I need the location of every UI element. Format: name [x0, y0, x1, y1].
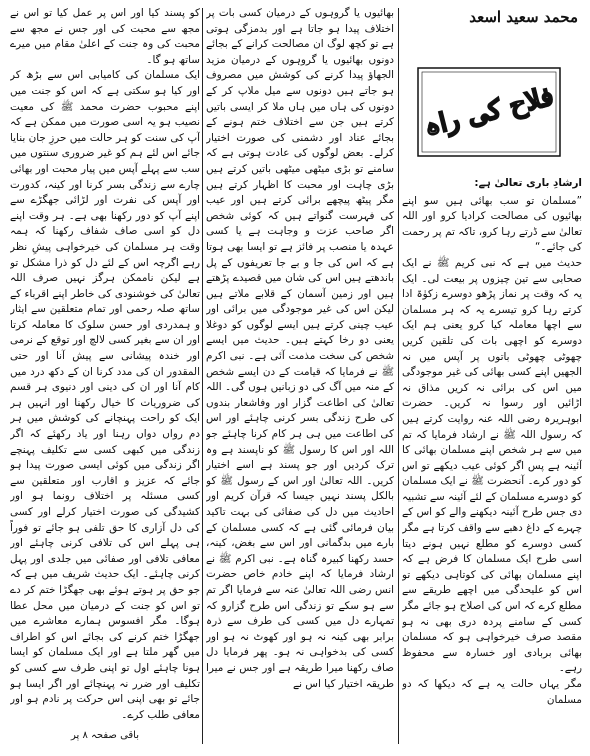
continued-note: باقی صفحہ ۸ پر	[70, 730, 140, 741]
article-title: فلاح کی راہ	[421, 81, 557, 143]
column-left	[10, 6, 200, 746]
quote-heading: ارشادِ باری تعالیٰ ہے:	[474, 177, 582, 189]
column-divider	[202, 8, 203, 744]
column-right	[402, 176, 582, 748]
paragraph: بھائیوں یا گروہوں کے درمیان کسی بات پر اختلاف پیدا ہو جاتا ہے اور بدمزگی ہوتی ہے تو کچھ لوگ ان مصالحت کرانے کے بجائے دونوں بھائیوں یا گروہوں کے درمیان مزید الجھاؤ پیدا کرنے کی کوشش میں مصروف ہو جاتے ہیں دونوں سے میل ملاپ کر کے دونوں کی ہاں میں ہاں ملا کر ایسی باتیں کرتے ہیں جن سے اختلاف ختم ہونے کے بجائے عناد اور دشمنی کی صورت اختیار کرلے۔ بعض لوگوں کی عادت ہوتی ہے کہ سامنے تو بڑی میٹھی میٹھی باتیں کرتے ہیں بڑی چاہت اور محبت کا اظہار کرتے ہیں مگر پیٹھ پیچھے برائی کرتے ہیں اور عیب کی فہرست گنواتے ہیں کہ کوئی شخص اگر صاحب عزت و وجاہت ہے یا کسی عہدہ یا منصب پر فائز ہے تو ایسا بھی ہوتا ہے کہ اس کی جا و بے جا تعریفوں کے پل باندھتے ہیں اس کی شان میں قصیدے پڑھتے ہیں اور زمین آسمان کے قلابے ملاتے ہیں لیکن اس کی غیر موجودگی میں برائی اور عیب چینی کرتے ہیں ایسے لوگوں کو دوغلا یعنی دو رخا کہتے ہیں۔ حدیث میں ایسے شخص کی سخت مذمت آئی ہے۔ نبی اکرم ﷺ نے فرمایا کہ قیامت کے دن ایسے شخص کے منہ میں آگ کی دو زبانیں ہوں گی۔ اللہ تعالیٰ کی اطاعت گزار اور وفاشعار بندوں کی طرح زندگی بسر کرنی چاہئے اور اس کی اطاعت میں ہی ہر کام کرنا چاہئے جو اللہ اور اس کا رسول ﷺ کو ناپسند ہے وہ ترک کردیں اور جو پسند ہے اسے اختیار کریں۔ اللہ تعالیٰ اور اس کے رسول ﷺ کو بالکل پسند نہیں جیسا کہ قرآن کریم اور احادیث میں دل کی صفائی کی بہت تاکید بیان فرمائی گئی ہے کہ کسی مسلمان کے بارے میں بدگمانی اور اس سے بغض، کینہ، حسد رکھنا کبیرہ گناہ ہے۔ نبی اکرم ﷺ نے ارشاد فرمایا کہ اپنے خادم خاص حضرت انس رضی اللہ تعالیٰ عنہ سے فرمایا اگر تم سے ہو سکے تو زندگی اس طرح گزارو کہ تمہارے دل میں کسی کی طرف سے ذرہ برابر بھی کینہ نہ ہو اور کھوٹ نہ ہو اور کسی کی بدخواہی نہ ہو۔ پھر فرمایا دل صاف رکھنا میرا طریقہ ہے اور جس نے میرا طریقہ اختیار کیا اس نے	[206, 7, 394, 690]
paragraph: حدیث میں ہے کہ نبی کریم ﷺ نے ایک صحابی سے تین چیزوں پر بیعت لی۔ ایک یہ کہ وقت پر نماز پڑھو دوسرے زکوٰۃ ادا کرتے رہا کرو تیسرے یہ کہ ہر مسلمان سے اچھا معاملہ کیا کرو یعنی ہم ایک دوسرے کو اچھی بات کی تلقین کریں چھوٹی چھوٹی باتوں پر آپس میں نہ الجھیں اپنے کسی بھائی کی غیر موجودگی میں اس کی برائی نہ کریں مذاق نہ اڑائیں اور رسوا نہ کریں۔ حضرت ابوہریرہ رضی اللہ عنہ روایت کرتے ہیں کہ رسول اللہ ﷺ نے ارشاد فرمایا کہ تم میں سے ہر شخص اپنے مسلمان بھائی کا آئینہ ہے پس اگر کوئی عیب دیکھے تو اس کو دور کرے۔ آنحضرت ﷺ نے ایک مسلمان کو دوسرے مسلمان کے لئے آئینہ سے تشبیہ دی جس طرح آئینہ دیکھنے والے کو اس کے چہرے کے داغ دھبے سے واقف کرتا ہے مگر کسی دوسرے کو مطلع نہیں ہونے دیتا اسی طرح ایک مسلمان کا فرض ہے کہ اپنے مسلمان بھائی کی کوتاہی دیکھے تو اس کو علیحدگی میں اچھے طریقے سے مطلع کرے کہ اس کی اصلاح ہو جائے مگر کسی کے سامنے پردہ دری بھی نہ ہو مقصد صرف خیرخواہی ہو کہ مسلمان بھائی بربادی اور خسارہ سے محفوظ رہے۔	[402, 256, 582, 675]
author-name: محمد سعید اسعد	[469, 8, 578, 26]
paragraph: مگر یہاں حالت یہ ہے کہ دیکھا کہ دو مسلمان	[402, 678, 582, 706]
paragraph: ”مسلمان تو سب بھائی ہیں سو اپنے بھائیوں کی مصالحت کرادیا کرو اور اللہ تعالیٰ سے ڈرتے رہا کرو، تاکہ تم پر رحمت کی جائے۔“	[402, 194, 582, 254]
column-divider	[398, 8, 399, 744]
column-middle	[206, 6, 394, 746]
paragraph: ایک مسلمان کی کامیابی اس سے بڑھ کر اور کیا ہو سکتی ہے کہ اس کو جنت میں اپنے محبوب حضرت محمد ﷺ کی معیت نصیب ہو یہ اسی صورت میں ممکن ہے کہ آپ کی سنت کو ہر حالت میں حرزِ جان بنایا جائے اس لئے ہم کو غیر ضروری سنتوں میں سب سے پہلے آپس میں پیار محبت اور بھائی چارے سے زندگی بسر کرنا اور کینہ، کدورت اور آپس کی نفرت اور لڑائی جھگڑے سے اپنے آپ کو دور رکھنا بھی ہے۔ ہر وقت اپنے دل کو اسی صاف شفاف رکھنا کہ ہمہ وقت ہر مسلمان کی خیرخواہی پیشِ نظر رہے اگرچہ اس کے لئے دل کو ذرا مشکل تو ہے لیکن ناممکن ہرگز نہیں صرف اللہ تعالیٰ کی خوشنودی کی خاطر اپنے اقرباء کے ساتھ صلہ رحمی اور تمام متعلقین سے ایثار و ہمدردی اور حسن سلوک کا معاملہ کرتا اور ان سے بغیر کسی لالچ اور توقع کے نرمی اور خندہ پیشانی سے پیش آنا اور حتی المقدور ان کی مدد کرنا ان کے دکھ درد میں کام آنا اور ان کی دینی اور دنیوی ہر قسم کی ضروریات کا خیال رکھنا اور انہیں ہر ایک کو راحت پہنچانے کی کوشش میں ہر دم رواں دواں رہنا اور یاد رکھئے کہ اگر زندگی میں کبھی کسی سے تکلیف پہنچے اگر زندگی میں کوئی ایسی صورت پیدا ہو جائے کہ عزیز و اقارب اور متعلقین سے کسی مسئلہ پر اختلاف رونما ہو اور کشیدگی کی صورت اختیار کرلے اور کسی کی دل آزاری کا حق تلفی ہو جائے تو فوراً ہی پہلے اس کی تلافی کرنی چاہئے اور معافی تلافی اور صفائی میں جلدی اور پہل کرنی چاہئے۔ ایک حدیث شریف میں ہے کہ جو حق پر ہوتے ہوئے بھی جھگڑا ختم کر دے تو اس کو جنت کے درمیان میں محل عطا ہوگا۔ مگر افسوس ہمارے معاشرے میں جھگڑا ختم کرنے کی بجائے اس کو اطراف میں گھر ملتا ہے اور ایک مسلمان کو ایسا ہونا چاہئے اول تو اپنی طرف سے کسی کو تکلیف اور ضرر نہ پہنچائے اور اگر ایسا ہو جائے تو بھی اپنی اس حرکت پر نادم ہو اور معافی طلب کرے۔	[10, 69, 200, 721]
article-title-logo	[414, 62, 564, 162]
paragraph: کو پسند کیا اور اس پر عمل کیا تو اس نے مجھ سے محبت کی اور جس نے مجھ سے محبت کی وہ جنت کے اعلیٰ مقام میں میرے ساتھ ہو گا۔	[10, 7, 200, 66]
